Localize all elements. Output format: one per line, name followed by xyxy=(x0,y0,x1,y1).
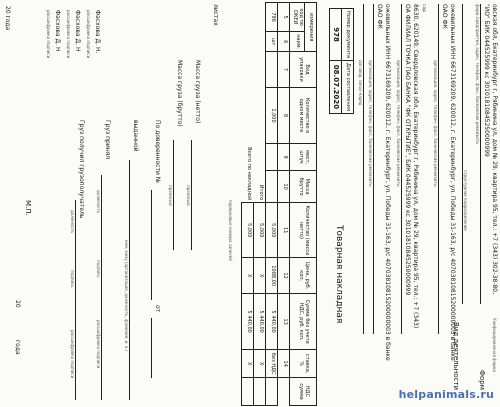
col-num: 8 xyxy=(278,87,290,143)
consignee-line-2: ОАО ФК xyxy=(441,4,448,29)
issued-caption: кем, кому (организация, должность, фамилия, и. о.) xyxy=(124,240,129,352)
net-caption: прописью xyxy=(186,185,191,206)
col-num: 9 xyxy=(278,144,290,171)
col-num: 11 xyxy=(278,203,290,258)
total-vat xyxy=(254,378,266,406)
supplier-line-2: ОА ФИЛИАЛ ТОЧКА ПАО БАНКА "ФК ОТКРЫТИЕ", БИК 044525999 кс 30101810845250000999 xyxy=(404,4,411,296)
cell-places xyxy=(266,144,278,171)
form-label: Форм xyxy=(478,370,486,391)
col-num: 6 xyxy=(278,32,290,52)
stamp-label: М.П. xyxy=(24,200,32,216)
cargo-received-line xyxy=(75,200,76,400)
cargo-accepted-label: Груз принял xyxy=(104,120,111,160)
total-label: Итого xyxy=(257,184,264,201)
total-sum: 5 440,00 xyxy=(254,293,266,349)
supplier-line-1: 8630, 620149, Свердловская обл, Екатеринбург г, Рябинина ул, дом № 29, квартира 95, тел.: +7 (343) xyxy=(412,4,419,329)
th-gross: Масса брутто xyxy=(290,171,317,203)
position-caption-1: должность xyxy=(96,190,101,214)
net-weight-label: Масса груза (нетто) xyxy=(194,60,201,124)
sender-line-2: "ИО" БИК 044525999 кс 30101810845250000999 xyxy=(483,4,490,157)
attorney-label: По доверенности № xyxy=(154,120,161,183)
total-net: 5,000 xyxy=(254,203,266,258)
gross-caption: прописью xyxy=(168,185,173,206)
cell-gross xyxy=(266,171,278,203)
cargo-accepted-line xyxy=(101,175,102,400)
payer-underline xyxy=(373,4,374,334)
issued-by-line xyxy=(129,160,130,400)
th-vat: НДС сумма xyxy=(290,378,317,406)
cell-rate: без НДС xyxy=(266,350,278,378)
doc-number-table xyxy=(329,8,354,114)
signer-name-2: Фасхова Д. Н xyxy=(74,10,81,52)
th-rate: ставка, % xyxy=(290,350,317,378)
cell-package xyxy=(266,52,278,88)
attorney-from: от xyxy=(154,305,161,313)
th-sum: Сумма без учета НДС, руб. коп. xyxy=(290,293,317,349)
signer-decoding-3: расшифровка подписи xyxy=(46,10,51,59)
th-units: измерения xyxy=(305,3,317,52)
sender-caption: фирм.предприятия, адрес, телефон, факс, банковские реквизиты xyxy=(475,4,480,145)
signer-decoding-2: расшифровка подписи xyxy=(66,10,71,59)
attorney-date-line xyxy=(151,318,152,378)
watermark-logo: helpanimals.ru xyxy=(398,388,494,401)
doc-number-value: 978 xyxy=(330,9,342,61)
col-num: 13 xyxy=(278,293,290,349)
cell-okei: 796 xyxy=(266,3,278,32)
cell-net: 5,000 xyxy=(266,203,278,258)
consignee-underline xyxy=(438,4,439,334)
position-caption-2: должность xyxy=(70,210,75,234)
th-package: Вид упаковки xyxy=(290,52,317,88)
pages-caption: порядковые номера записей xyxy=(228,200,233,261)
net-weight-line xyxy=(191,140,192,250)
grand-label: Всего по накладной xyxy=(245,147,252,201)
sender-underline xyxy=(480,4,481,304)
basis-underline xyxy=(363,4,364,334)
col-num: 14 xyxy=(278,350,290,378)
division-underline xyxy=(462,4,463,304)
decoding-caption-1: расшифровка подписи xyxy=(96,320,101,369)
gross-weight-label: Масса груза (брутто) xyxy=(176,60,183,127)
supplier-underline xyxy=(401,4,402,334)
goods-table xyxy=(242,2,318,406)
signer-name-1: Фасхова Д. Н. xyxy=(94,10,101,54)
activity-label: Вид деятельности xyxy=(452,322,460,391)
issued-by-label: выданной xyxy=(132,120,139,152)
payer-line-1: ожевильных ИНН 6673169209, 620012, г. Екатеринбург, ул. Победы 31-163, р/с 40703810815200000003 в банке xyxy=(384,4,391,361)
signature-caption-2: подпись xyxy=(70,270,75,288)
th-unit-name: наим. xyxy=(290,32,305,52)
gross-weight-line xyxy=(173,140,174,250)
col-num: 12 xyxy=(278,258,290,294)
doc-title: Товарная накладная xyxy=(334,225,344,324)
consignee-line-1: ожевильных ИНН 6673169209, 620012, г. Екатеринбург, ул. Победы 31-163, р/с 40703810815200000003 в банке xyxy=(449,4,456,361)
year-prefix: 20 xyxy=(14,300,21,308)
col-num: 5 xyxy=(278,3,290,32)
grand-net: 5,000 xyxy=(242,203,254,258)
th-places: мест, штук xyxy=(290,144,317,171)
grand-rate: X xyxy=(242,350,254,378)
th-qty-one: Количество в одном месте xyxy=(290,87,317,143)
col-num-empty xyxy=(278,378,290,406)
th-price: Цена, руб. коп. xyxy=(290,258,317,294)
cell-price: 1088,00 xyxy=(266,258,278,294)
cell-qty-one: 1,000 xyxy=(266,87,278,143)
th-okei-code: код по ОКЕИ xyxy=(290,3,305,32)
consignee-caption: организация, адрес, телефон, факс, банковские реквизиты xyxy=(433,60,438,187)
supplier-caption: организация, адрес, телефон, факс, банковские реквизиты xyxy=(396,60,401,187)
th-net: Количество (масса нетто) xyxy=(290,203,317,258)
signer-decoding-1: расшифровка подписи xyxy=(86,10,91,59)
doc-date-value: 08.07.2020 xyxy=(330,61,342,114)
left-date: 20 года xyxy=(4,6,11,31)
cell-sum: 5 440,00 xyxy=(266,293,278,349)
cargo-received-label: Груз получил грузополучатель xyxy=(78,120,85,219)
doc-date-label: Дата составления xyxy=(342,61,354,114)
sheets-label: листах xyxy=(212,4,219,26)
total-rate: X xyxy=(254,350,266,378)
decoding-caption-2: расшифровка подписи xyxy=(70,330,75,379)
division-caption: структурное подразделение xyxy=(463,170,468,231)
basis-caption: договор, заказ-наряд xyxy=(358,60,363,106)
grand-vat xyxy=(242,378,254,406)
supplier-label: сор xyxy=(421,4,426,13)
grand-sum: 5 440,00 xyxy=(242,293,254,349)
grand-price: X xyxy=(242,258,254,294)
cell-vat xyxy=(266,378,278,406)
doc-number-label: Номер документа xyxy=(342,9,354,61)
signer-name-3: Фасхова Д. Н xyxy=(54,10,61,52)
sender-line-1: овская обл, Екатеринбург г, Рябинина ул, дом № 29, квартира 95, тел.: +7 (343) 302-38-80, xyxy=(491,4,498,295)
total-price: X xyxy=(254,258,266,294)
form-caption: Унифицированная форма xyxy=(492,318,497,373)
payer-caption: организация, адрес, телефон, факс, банковские реквизиты xyxy=(368,60,373,187)
year-label: года xyxy=(14,340,21,355)
payer-line-2: ОАО ФК xyxy=(376,4,383,29)
col-num: 7 xyxy=(278,52,290,88)
attorney-line xyxy=(151,190,152,300)
col-num: 10 xyxy=(278,171,290,203)
cell-unit: шт xyxy=(266,32,278,52)
signature-caption-1: подпись xyxy=(96,260,101,278)
